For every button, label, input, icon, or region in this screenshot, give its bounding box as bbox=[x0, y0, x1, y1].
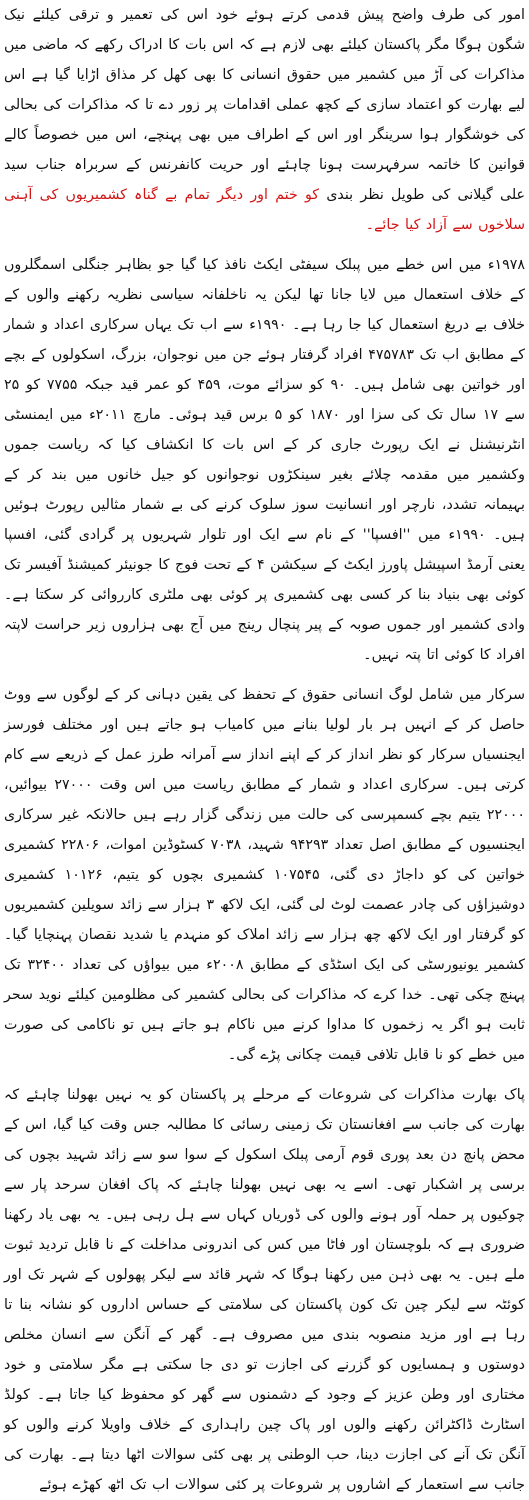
article-paragraph-3 bbox=[4, 680, 525, 1070]
paragraph-1-text: امور کی طرف واضح پیش قدمی کرتے ہوئے خود اس کی تعمیر و ترقی کیلئے نیک شگون ہوگا مگر پاکستان کیلئے بھی لازم ہے کہ اس بات کا ادراک رکھے کہ ماضی میں مذاکرات کی آڑ میں کشمیر میں حقوق انسانی کا بھی کھل کر مذاق اڑایا گیا ہے اس لیے بھارت کو اعتماد سازی کے کچھ عملی اقدامات پر زور دے تا کہ مذاکرات کی بحالی کی خوشگوار ہوا سرینگر اور اس کے اطراف میں بھی پہنچے، اس میں خصوصاً کالے قوانین کا خاتمہ سرفہرست ہونا چاہئے اور حریت کانفرنس کے سربراہ جناب سید علی گیلانی کی طویل نظر بندی bbox=[4, 7, 525, 203]
paragraph-3-text: سرکار میں شامل لوگ انسانی حقوق کے تحفظ کی یقین دہانی کر کے لوگوں سے ووٹ حاصل کر کے انہیں ہر بار لولیا بنانے میں کامیاب ہو جاتے ہیں اور مختلف فورسز ایجنسیاں سرکار کو نظر انداز کر کے اپنے انداز سے آمرانہ طرز عمل کے ذریعے سے کام کرتی ہیں۔ سرکاری اعداد و شمار کے مطابق ریاست میں اس وقت ۲۷۰۰۰ بیوائیں، ۲۲۰۰۰ یتیم بچے کسمپرسی کی حالت میں زندگی گزار رہے ہیں حالانکہ غیر سرکاری ایجنسیوں کے مطابق اصل تعداد ۹۴۲۹۳ شہید، ۷۰۳۸ کسٹوڈین اموات، ۲۲۸۰۶ کشمیری خواتین کی کو داجاڑ دی گئی، ۱۰۷۵۴۵ کشمیری بچوں کو یتیم، ۱۰۱۲۶ کشمیری دوشیزاؤں کی چادر عصمت لوٹ لی گئی، ایک لاکھ ۳ ہزار سے زائد سویلین کشمیریوں کو گرفتار اور ایک لاکھ چھ ہزار سے زائد املاک کو منہدم یا شدید نقصان پہنچایا گیا۔ کشمیر یونیورسٹی کی ایک اسٹڈی کے مطابق ۲۰۰۸ء میں بیواؤں کی تعداد ۳۲۴۰۰ تک پہنچ چکی تھی۔ خدا کرے کہ مذاکرات کی بحالی کشمیر کی مظلومین کیلئے نوید سحر ثابت ہو اگر یہ زخموں کا مداوا کرنے میں ناکام ہو جاتے ہیں تو ناکامی کی صورت میں خطے کو نا قابل تلافی قیمت چکانی پڑے گی۔ bbox=[4, 687, 526, 1063]
paragraph-1-highlight: کو ختم اور دیگر تمام بے گناہ کشمیریوں کی آہنی سلاخوں سے آزاد کیا جائے۔ bbox=[4, 187, 525, 233]
article-paragraph-1 bbox=[4, 0, 525, 240]
paragraph-2-text: ۱۹۷۸ء میں اس خطے میں پبلک سیفٹی ایکٹ نافذ کیا گیا جو بظاہر جنگلی اسمگلروں کے خلاف استعمال میں لایا جانا تھا لیکن یہ ناخلفانہ سیاسی نظریہ رکھنے والوں کے خلاف بے دریغ استعمال کیا جا رہا ہے۔ ۱۹۹۰ء سے اب تک یہاں سرکاری اعداد و شمار کے مطابق اب تک ۴۷۵۷۸۳ افراد گرفتار ہوئے جن میں نوجوان، بزرگ، اسکولوں کے بچے اور خواتین بھی شامل ہیں۔ ۹۰ کو سزائے موت، ۴۵۹ کو عمر قید جبکہ ۷۷۵۵ کو ۲۵ سے ۱۷ سال تک کی سزا اور ۱۸۷۰ کو ۵ برس قید ہوئی۔ مارچ ۲۰۱۱ء میں ایمنسٹی انٹرنیشنل نے ایک رپورٹ جاری کر کے اس بات کا انکشاف کیا کہ ریاست جموں وکشمیر میں مقدمہ چلائے بغیر سینکڑوں نوجوانوں کو جیل خانوں میں بند کر کے بہیمانہ تشدد، نارچر اور انسانیت سوز سلوک کرنے کی بے شمار مثالیں رپورٹ ہوئیں ہیں۔ ۱۹۹۰ء میں ''افسپا'' کے نام سے ایک اور تلوار شہریوں پر گرادی گئی، افسپا یعنی آرمڈ اسپیشل پاورز ایکٹ کے سیکشن ۴ کے تحت فوج کا جونیئر کمیشنڈ آفیسر تک کوئی بھی بنیاد بنا کر کسی بھی کشمیری پر کوئی بھی ملٹری کارروائی کر سکتا ہے۔ وادی کشمیر اور جموں صوبہ کے پیر پنچال رینج میں آج بھی ہزاروں زیر حراست لاپتہ افراد کا کوئی اتا پتہ نہیں۔ bbox=[4, 257, 526, 663]
article-paragraph-2 bbox=[4, 250, 525, 670]
paragraph-4-text: پاک بھارت مذاکرات کی شروعات کے مرحلے پر پاکستان کو یہ نہیں بھولنا چاہئے کہ بھارت کی جانب سے افغانستان تک زمینی رسائی کا مطالبہ جس وقت کیا گیا، اس کے محض پانچ دن بعد پوری قوم آرمی پبلک اسکول کے سوا سو سے زائد شہید بچوں کی برسی پر اشکبار تھی۔ اسے یہ بھی نہیں بھولنا چاہئے کہ پاک افغان سرحد پار سے چوکیوں پر حملہ آور ہونے والوں کی ڈوریاں کہاں سے ہل رہی ہیں۔ یہ بھی یاد رکھنا ضروری ہے کہ بلوچستان اور فاٹا میں کس کی اندرونی مداخلت کے نا قابل تردید ثبوت ملے ہیں۔ یہ بھی ذہن میں رکھنا ہوگا کہ شہر قائد سے لیکر پھولوں کے شہر تک اور کوئٹہ سے لیکر چین تک کون پاکستان کی سلامتی کے حساس اداروں کو نشانہ بنا تا رہا ہے اور مزید منصوبہ بندی میں مصروف ہے۔ گھر کے آنگن سے انسان مخلص دوستوں و ہمسایوں کو گزرنے کی اجازت تو دی جا سکتی ہے مگر سلامتی و خود مختاری اور وطن عزیز کے وجود کے دشمنوں سے گھر کو محفوظ کیا جاتا ہے۔ کولڈ اسٹارٹ ڈاکٹرائن رکھنے والوں اور پاک چین راہداری کے خلاف واویلا کرنے والوں کو آنگن تک آنے کی اجازت دینا، حب الوطنی پر بھی کئی سوالات اٹھا دیتا ہے۔ بھارت کی جانب سے استعمار کے اشاروں پر شروعات پر کئی سوالات اب تک اٹھ کھڑے ہوئے bbox=[4, 1087, 525, 1493]
article-paragraph-4 bbox=[4, 1080, 525, 1500]
